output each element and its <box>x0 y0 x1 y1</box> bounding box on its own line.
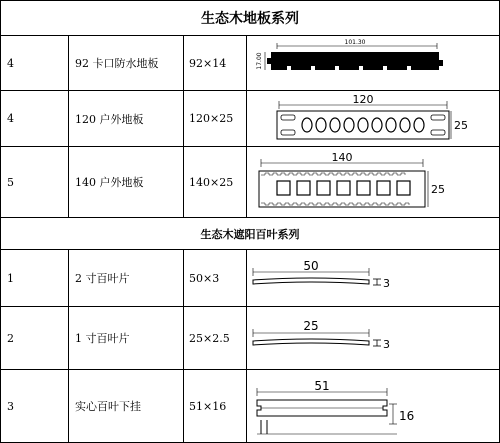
height-dimension: 17.00 <box>256 52 263 70</box>
height-dimension: 25 <box>454 119 468 132</box>
product-size: 51×16 <box>184 370 247 442</box>
profile-drawing-hanging-bracket <box>247 370 499 442</box>
row-number: 1 <box>1 250 69 306</box>
profile-drawing-cell <box>247 250 499 306</box>
row-number: 5 <box>1 147 69 217</box>
profile-drawing-120-floor <box>247 91 499 146</box>
profile-drawing-140-floor <box>247 147 499 217</box>
height-dimension: 25 <box>431 183 445 196</box>
width-dimension: 50 <box>303 259 319 273</box>
product-name: 实心百叶下挂 <box>69 370 184 442</box>
profile-drawing-cell <box>247 147 499 217</box>
width-dimension: 101.30 <box>344 39 366 46</box>
product-size: 120×25 <box>184 91 247 146</box>
row-number: 2 <box>1 307 69 369</box>
product-name: 1 寸百叶片 <box>69 307 184 369</box>
row-number: 4 <box>1 91 69 146</box>
product-size: 25×2.5 <box>184 307 247 369</box>
profile-drawing-2-inch-blade <box>247 250 499 306</box>
profile-drawing-cell <box>247 307 499 369</box>
height-dimension: 16 <box>399 409 415 423</box>
product-size: 140×25 <box>184 147 247 217</box>
row-number: 3 <box>1 370 69 442</box>
louver-section-title: 生态木遮阳百叶系列 <box>1 218 499 250</box>
profile-drawing-cell <box>247 370 499 442</box>
height-dimension: 3 <box>383 338 390 351</box>
product-size: 92×14 <box>184 36 247 90</box>
table-row <box>1 147 499 218</box>
product-size: 50×3 <box>184 250 247 306</box>
profile-drawing-cell <box>247 91 499 146</box>
height-dimension: 3 <box>383 277 390 290</box>
width-dimension: 120 <box>352 93 374 106</box>
product-name: 120 户外地板 <box>69 91 184 146</box>
profile-drawing-1-inch-blade <box>247 307 499 369</box>
product-name: 92 卡口防水地板 <box>69 36 184 90</box>
profile-drawing-cell <box>247 36 499 90</box>
table-row <box>1 91 499 147</box>
product-name: 2 寸百叶片 <box>69 250 184 306</box>
table-row <box>1 370 499 442</box>
floor-section-title: 生态木地板系列 <box>1 1 499 36</box>
width-dimension: 51 <box>314 379 330 393</box>
table-row <box>1 307 499 370</box>
table-row <box>1 36 499 91</box>
profile-drawing-92-floor <box>247 36 499 90</box>
table-row <box>1 250 499 307</box>
product-name: 140 户外地板 <box>69 147 184 217</box>
width-dimension: 25 <box>303 319 319 333</box>
row-number: 4 <box>1 36 69 90</box>
width-dimension: 140 <box>331 151 353 164</box>
